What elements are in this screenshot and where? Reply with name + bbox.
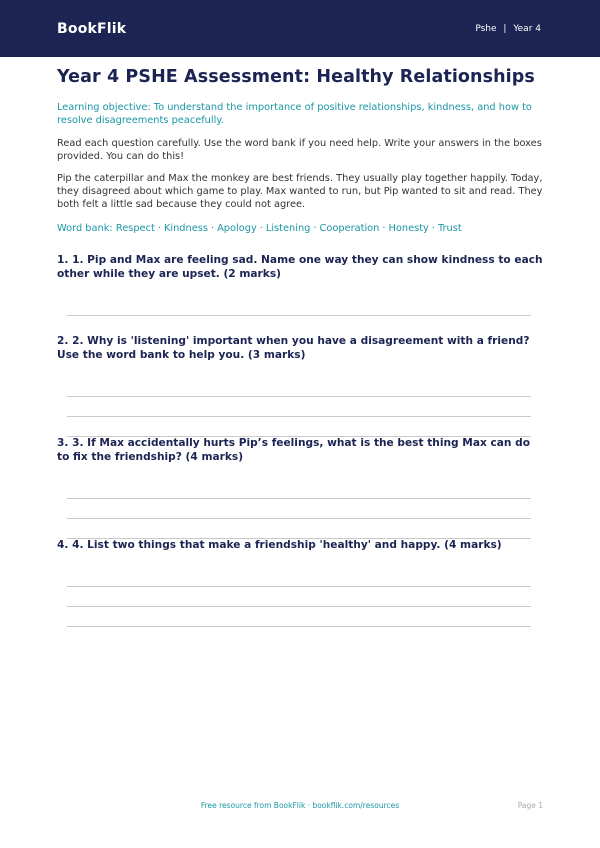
answer-line[interactable] [67,518,531,519]
page-header [0,0,600,57]
word-bank-separator: · [157,223,161,234]
worksheet-content [57,64,543,627]
learning-objective: Learning objective: To understand the importance of positive relationships, kindness, and how to resolve disagreements peacefully. [57,102,532,126]
word-bank-word: Respect [115,223,155,234]
word-bank-separator: · [382,223,386,234]
story-paragraph: Pip the caterpillar and Max the monkey are best friends. They usually play together happily. Today, they disagreed about which game to play. Max wanted to run, but Pip wanted to sit and read. They both felt a little sad because they could not agree. [57,173,543,210]
question-1-text: 1. 1. Pip and Max are feeling sad. Name one way they can show kindness to each other while they are upset. (2 marks) [57,254,543,280]
footer-credit[interactable]: Free resource from BookFlik · bookflik.com/resources [200,801,400,810]
word-bank-separator: · [259,223,263,234]
answer-line[interactable] [67,315,531,316]
question-2 [57,334,543,437]
word-bank-word: Apology [217,223,257,234]
answer-line[interactable] [67,586,531,587]
breadcrumb-year: Year 4 [513,23,541,34]
word-bank-label: Word bank: [57,223,113,234]
instructions: Read each question carefully. Use the word bank if you need help. Write your answers in the boxes provided. You can do this! [57,138,542,162]
word-bank [57,222,543,235]
answer-line[interactable] [67,416,531,417]
word-bank-word: Trust [437,223,462,234]
word-bank-word: Cooperation [319,223,380,234]
breadcrumb-separator: | [503,23,507,34]
answer-line[interactable] [67,396,531,397]
word-bank-word: Listening [265,223,311,234]
answer-line[interactable] [67,498,531,499]
page-number: Page 1 [517,801,543,810]
word-bank-separator: · [313,223,317,234]
page-footer [0,801,600,815]
question-4 [57,538,543,627]
breadcrumb-subject: Pshe [475,23,497,34]
answer-line[interactable] [67,626,531,627]
word-bank-word: Kindness [163,223,208,234]
word-bank-separator: · [210,223,215,234]
question-3-text: 3. 3. If Max accidentally hurts Pip’s feelings, what is the best thing Max can do to fix the friendship? (4 marks) [57,437,531,463]
question-3 [57,436,543,539]
page-title: Year 4 PSHE Assessment: Healthy Relationships [57,67,535,87]
breadcrumb [473,24,543,34]
question-1 [57,253,543,316]
word-bank-word: Honesty [388,223,429,234]
brand-logo: BookFlik [57,20,127,37]
answer-line[interactable] [67,606,531,607]
word-bank-separator: · [431,223,435,234]
question-4-text: 4. 4. List two things that make a friendship 'healthy' and happy. (4 marks) [57,539,502,551]
question-2-text: 2. 2. Why is 'listening' important when you have a disagreement with a friend? Use the word bank to help you. (3 marks) [57,335,530,361]
